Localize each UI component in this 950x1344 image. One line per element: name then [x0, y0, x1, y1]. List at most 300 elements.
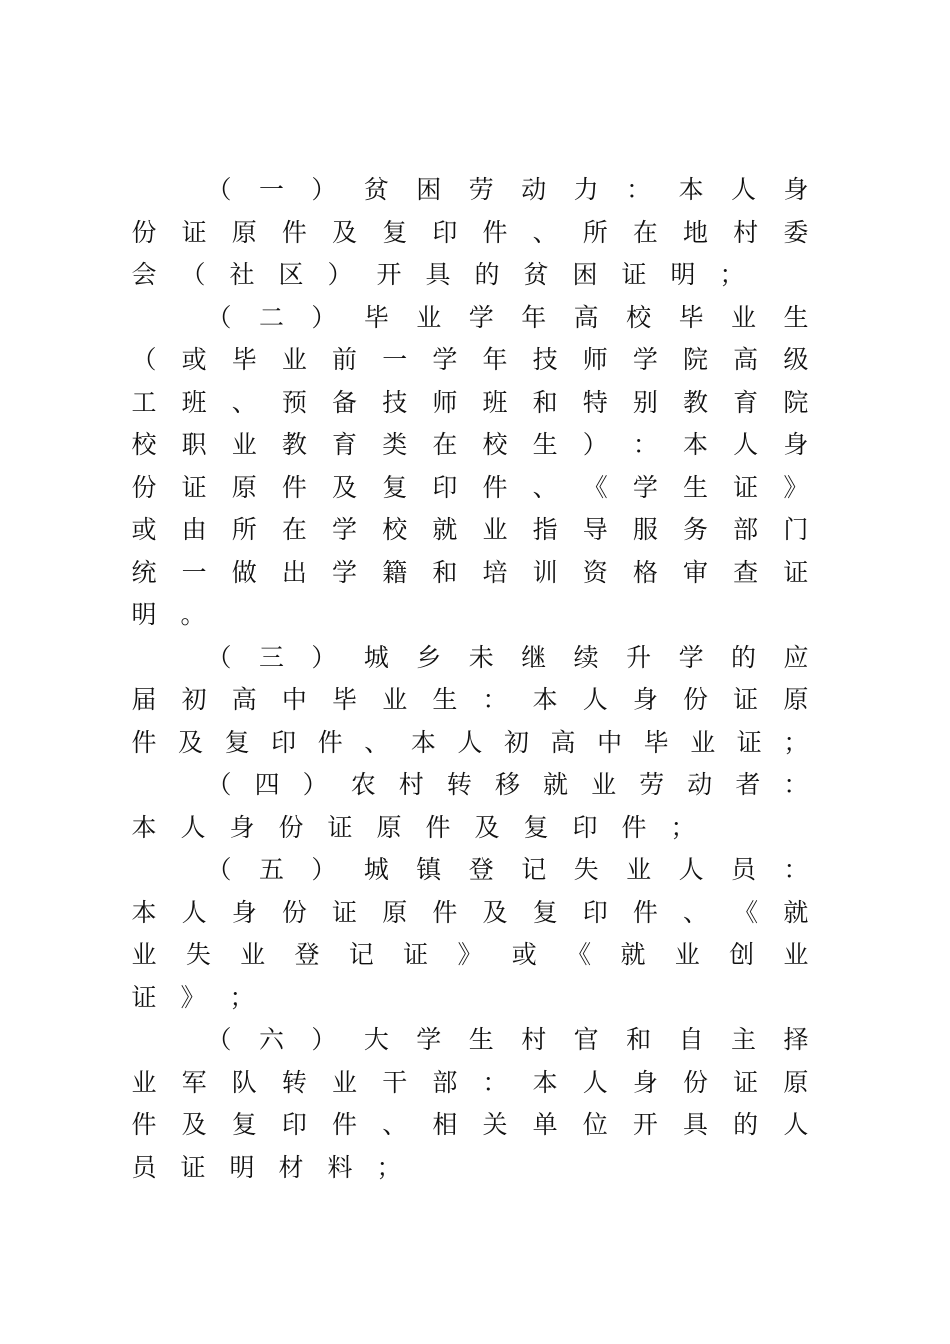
text-char: 明 [229, 1153, 255, 1182]
text-char: 学 [332, 558, 358, 587]
text-char: 部 [432, 1068, 458, 1097]
text-line [130, 252, 810, 294]
text-char: 开 [376, 260, 402, 289]
text-char: （ [206, 643, 232, 672]
text-line [130, 932, 810, 974]
text-char: 职 [181, 430, 207, 459]
text-char: ） [311, 855, 337, 884]
text-char: 指 [532, 515, 558, 544]
text-char: 择 [783, 1025, 809, 1054]
text-char: 毕 [332, 685, 358, 714]
text-char: 》 [180, 983, 206, 1012]
text-char: 技 [382, 388, 408, 417]
text-line [130, 1060, 810, 1102]
text-char: 具 [683, 1110, 709, 1139]
text-char: 年 [521, 303, 547, 332]
text-char: 身 [783, 175, 809, 204]
text-char: 本 [131, 813, 157, 842]
text-char: 区 [278, 260, 304, 289]
text-char: 或 [511, 940, 537, 969]
text-line [130, 720, 810, 762]
text-char: 证 [733, 685, 759, 714]
text-char: 毕 [678, 303, 704, 332]
text-char: 移 [494, 770, 520, 799]
text-char: 及 [474, 813, 500, 842]
text-char: 学 [468, 303, 494, 332]
text-char: 毕 [363, 303, 389, 332]
text-char: 证 [332, 898, 358, 927]
text-char: 业 [731, 303, 757, 332]
text-char: 农 [350, 770, 376, 799]
text-char: 门 [783, 515, 809, 544]
text-char: 六 [258, 1025, 284, 1054]
text-char: 在 [432, 430, 458, 459]
text-char: （ [206, 175, 232, 204]
text-char: 印 [582, 898, 608, 927]
text-char: 份 [683, 1068, 709, 1097]
text-char: 部 [733, 515, 759, 544]
text-char: 业 [382, 685, 408, 714]
text-char: 》 [457, 940, 483, 969]
text-char: 业 [626, 855, 652, 884]
text-char: 转 [281, 1068, 307, 1097]
text-char: 中 [597, 728, 623, 757]
text-char: 出 [281, 558, 307, 587]
text-line [130, 465, 810, 507]
text-char: 干 [382, 1068, 408, 1097]
text-char: 劳 [468, 175, 494, 204]
text-char: 的 [474, 260, 500, 289]
text-char: 失 [573, 855, 599, 884]
text-char: 学 [332, 515, 358, 544]
text-char: 证 [733, 473, 759, 502]
text-char: 件 [317, 728, 343, 757]
text-char: 资 [582, 558, 608, 587]
text-char: 格 [632, 558, 658, 587]
text-char: 人 [457, 728, 483, 757]
text-char: 城 [363, 643, 389, 672]
text-char: 主 [731, 1025, 757, 1054]
text-line [205, 635, 810, 677]
text-char: 份 [131, 473, 157, 502]
text-char: 证 [327, 813, 353, 842]
text-char: 本 [683, 430, 709, 459]
text-char: 和 [532, 388, 558, 417]
text-char: 、 [231, 388, 257, 417]
text-line [130, 1145, 810, 1187]
text-char: 证 [181, 218, 207, 247]
text-char: 印 [572, 813, 598, 842]
text-char: 动 [521, 175, 547, 204]
text-char: 员 [131, 1153, 157, 1182]
text-char: 身 [229, 813, 255, 842]
text-char: 本 [131, 898, 157, 927]
text-char: 原 [382, 898, 408, 927]
text-char: 件 [632, 898, 658, 927]
text-char: 动 [687, 770, 713, 799]
text-char: 转 [446, 770, 472, 799]
text-char: 力 [573, 175, 599, 204]
text-char: 业 [783, 940, 809, 969]
text-char: 件 [432, 898, 458, 927]
text-char: 三 [258, 643, 284, 672]
text-char: （ [206, 303, 232, 332]
text-char: 、 [532, 218, 558, 247]
text-char: ） [311, 643, 337, 672]
text-char: 份 [131, 218, 157, 247]
text-char: 员 [731, 855, 757, 884]
text-char: 工 [131, 388, 157, 417]
text-line [130, 550, 810, 592]
text-char: 件 [425, 813, 451, 842]
text-char: 城 [363, 855, 389, 884]
text-char: 育 [733, 388, 759, 417]
text-char: （ [206, 855, 232, 884]
text-char: 学 [432, 345, 458, 374]
text-char: 复 [231, 1110, 257, 1139]
text-char: 校 [131, 430, 157, 459]
text-char: ） [582, 430, 608, 459]
text-char: 人 [731, 175, 757, 204]
text-char: 预 [281, 388, 307, 417]
text-char: 服 [632, 515, 658, 544]
text-char: 高 [573, 303, 599, 332]
text-char: 级 [783, 345, 809, 374]
text-char: 育 [332, 430, 358, 459]
text-char: 技 [532, 345, 558, 374]
text-char: 就 [543, 770, 569, 799]
text-char: 件 [131, 728, 157, 757]
text-char: 大 [363, 1025, 389, 1054]
text-char: 或 [131, 515, 157, 544]
text-char: 学 [632, 345, 658, 374]
text-char: 校 [626, 303, 652, 332]
text-char: 复 [382, 218, 408, 247]
text-char: 委 [783, 218, 809, 247]
text-char: 身 [783, 430, 809, 459]
text-char: 或 [181, 345, 207, 374]
text-char: 二 [258, 303, 284, 332]
text-char: 生 [432, 685, 458, 714]
text-char: 相 [432, 1110, 458, 1139]
text-char: 及 [482, 898, 508, 927]
text-char: 院 [783, 388, 809, 417]
text-char: 《 [733, 898, 759, 927]
text-char: ； [376, 1153, 402, 1182]
text-char: 创 [729, 940, 755, 969]
text-char: 的 [731, 643, 757, 672]
text-char: 导 [582, 515, 608, 544]
text-char: 件 [332, 1110, 358, 1139]
text-char: 生 [783, 303, 809, 332]
text-char: 务 [683, 515, 709, 544]
text-char: 年 [482, 345, 508, 374]
text-char: （ [180, 260, 206, 289]
text-char: 及 [332, 218, 358, 247]
text-line [130, 422, 810, 464]
text-char: 料 [327, 1153, 353, 1182]
text-char: ： [482, 1068, 508, 1097]
text-char: 业 [131, 1068, 157, 1097]
text-line [205, 295, 810, 337]
text-char: 印 [271, 728, 297, 757]
text-char: 业 [674, 940, 700, 969]
text-char: 业 [332, 1068, 358, 1097]
text-char: 生 [468, 1025, 494, 1054]
text-char: ） [311, 1025, 337, 1054]
text-char: 教 [281, 430, 307, 459]
text-char: ； [783, 728, 809, 757]
text-char: 件 [281, 473, 307, 502]
text-char: 届 [131, 685, 157, 714]
text-char: 未 [468, 643, 494, 672]
text-char: 村 [733, 218, 759, 247]
text-char: 记 [348, 940, 374, 969]
text-char: 及 [332, 473, 358, 502]
text-char: 生 [683, 473, 709, 502]
text-char: 证 [783, 558, 809, 587]
text-char: 份 [278, 813, 304, 842]
text-char: 所 [582, 218, 608, 247]
text-char: 在 [632, 218, 658, 247]
text-char: 师 [582, 345, 608, 374]
text-char: 明 [131, 600, 157, 629]
text-char: ） [302, 770, 328, 799]
text-char: 业 [231, 430, 257, 459]
text-char: 登 [294, 940, 320, 969]
text-char: 件 [482, 473, 508, 502]
text-char: 继 [521, 643, 547, 672]
text-line [205, 167, 810, 209]
text-char: 和 [432, 558, 458, 587]
text-char: 初 [181, 685, 207, 714]
text-char: ： [482, 685, 508, 714]
text-char: 件 [131, 1110, 157, 1139]
text-char: 困 [572, 260, 598, 289]
text-char: 院 [683, 345, 709, 374]
text-char: ； [670, 813, 696, 842]
text-char: 四 [254, 770, 280, 799]
text-char: 特 [582, 388, 608, 417]
text-line [205, 1017, 810, 1059]
text-char: 具 [425, 260, 451, 289]
text-char: 及 [178, 728, 204, 757]
text-char: 材 [278, 1153, 304, 1182]
text-char: 件 [482, 218, 508, 247]
text-char: 原 [783, 685, 809, 714]
text-char: 学 [416, 1025, 442, 1054]
text-char: 印 [281, 1110, 307, 1139]
text-char: 学 [678, 643, 704, 672]
text-char: 业 [281, 345, 307, 374]
text-char: 、 [532, 473, 558, 502]
text-char: 自 [678, 1025, 704, 1054]
text-char: 人 [582, 685, 608, 714]
text-char: 证 [181, 473, 207, 502]
text-char: 位 [582, 1110, 608, 1139]
text-char: 原 [783, 1068, 809, 1097]
text-char: 开 [632, 1110, 658, 1139]
text-line [130, 210, 810, 252]
text-char: 贫 [363, 175, 389, 204]
text-char: 所 [231, 515, 257, 544]
text-char: ： [632, 430, 658, 459]
text-char: 籍 [382, 558, 408, 587]
text-char: 业 [131, 940, 157, 969]
text-char: 本 [532, 1068, 558, 1097]
text-line [130, 592, 810, 634]
text-char: ； [229, 983, 255, 1012]
text-char: 人 [181, 898, 207, 927]
text-char: 劳 [639, 770, 665, 799]
text-char: 原 [231, 218, 257, 247]
text-char: 困 [416, 175, 442, 204]
text-char: 原 [376, 813, 402, 842]
text-char: 村 [521, 1025, 547, 1054]
text-char: 失 [185, 940, 211, 969]
text-char: 人 [733, 430, 759, 459]
text-char: 训 [532, 558, 558, 587]
text-char: 军 [181, 1068, 207, 1097]
text-char: 明 [670, 260, 696, 289]
text-char: 份 [683, 685, 709, 714]
text-char: 由 [181, 515, 207, 544]
text-char: 应 [783, 643, 809, 672]
text-char: 高 [231, 685, 257, 714]
text-line [205, 762, 810, 804]
text-char: 社 [229, 260, 255, 289]
text-char: 《 [582, 473, 608, 502]
text-char: 前 [332, 345, 358, 374]
text-char: 复 [523, 813, 549, 842]
text-char: 记 [521, 855, 547, 884]
text-char: 》 [783, 473, 809, 502]
text-line [205, 847, 810, 889]
text-char: 印 [432, 218, 458, 247]
text-char: 队 [231, 1068, 257, 1097]
text-char: 别 [632, 388, 658, 417]
text-char: 查 [733, 558, 759, 587]
text-char: 业 [690, 728, 716, 757]
text-char: 一 [181, 558, 207, 587]
text-char: 统 [131, 558, 157, 587]
text-char: 校 [382, 515, 408, 544]
text-char: 人 [678, 855, 704, 884]
text-char: ： [783, 855, 809, 884]
text-char: 一 [258, 175, 284, 204]
text-char: 单 [532, 1110, 558, 1139]
text-char: 地 [683, 218, 709, 247]
text-char: 原 [231, 473, 257, 502]
text-char: 、 [364, 728, 390, 757]
text-char: 本 [678, 175, 704, 204]
text-char: 学 [632, 473, 658, 502]
text-char: 证 [733, 1068, 759, 1097]
text-line [130, 380, 810, 422]
text-char: 。 [180, 600, 206, 629]
text-char: ） [327, 260, 353, 289]
text-line [130, 677, 810, 719]
text-char: 及 [181, 1110, 207, 1139]
text-char: ： [626, 175, 652, 204]
text-char: 审 [683, 558, 709, 587]
text-char: 本 [410, 728, 436, 757]
text-char: 证 [621, 260, 647, 289]
text-char: 生 [532, 430, 558, 459]
text-char: 、 [683, 898, 709, 927]
text-char: 人 [783, 1110, 809, 1139]
text-char: 和 [626, 1025, 652, 1054]
text-char: 身 [632, 685, 658, 714]
text-char: 件 [281, 218, 307, 247]
text-char: 、 [382, 1110, 408, 1139]
text-char: 印 [432, 473, 458, 502]
text-char: 毕 [643, 728, 669, 757]
text-char: 就 [783, 898, 809, 927]
text-char: 一 [382, 345, 408, 374]
text-char: 身 [632, 1068, 658, 1097]
text-char: 本 [532, 685, 558, 714]
text-char: 业 [240, 940, 266, 969]
text-char: 身 [231, 898, 257, 927]
text-char: 业 [482, 515, 508, 544]
text-char: 贫 [523, 260, 549, 289]
text-char: 复 [382, 473, 408, 502]
text-char: 升 [626, 643, 652, 672]
text-char: 证 [403, 940, 429, 969]
text-char: 会 [131, 260, 157, 289]
text-char: 复 [532, 898, 558, 927]
text-char: 班 [482, 388, 508, 417]
text-line [130, 890, 810, 932]
text-char: 高 [550, 728, 576, 757]
text-char: 《 [566, 940, 592, 969]
text-char: 教 [683, 388, 709, 417]
text-char: 份 [281, 898, 307, 927]
text-char: 的 [733, 1110, 759, 1139]
text-char: 乡 [416, 643, 442, 672]
text-line [130, 975, 810, 1017]
text-char: 证 [180, 1153, 206, 1182]
text-char: 就 [620, 940, 646, 969]
text-char: 官 [573, 1025, 599, 1054]
text-char: 者 [735, 770, 761, 799]
text-char: ； [719, 260, 745, 289]
text-char: 师 [432, 388, 458, 417]
text-char: ） [311, 175, 337, 204]
text-char: 在 [281, 515, 307, 544]
text-char: 类 [382, 430, 408, 459]
text-char: 五 [258, 855, 284, 884]
text-char: 续 [573, 643, 599, 672]
text-char: 就 [432, 515, 458, 544]
text-char: 培 [482, 558, 508, 587]
text-char: 人 [180, 813, 206, 842]
text-char: ） [311, 303, 337, 332]
text-char: 毕 [231, 345, 257, 374]
text-char: 人 [582, 1068, 608, 1097]
text-char: 业 [591, 770, 617, 799]
text-line [130, 805, 810, 847]
text-char: 备 [332, 388, 358, 417]
text-char: 中 [281, 685, 307, 714]
text-char: 校 [482, 430, 508, 459]
text-char: （ [206, 1025, 232, 1054]
text-char: 复 [224, 728, 250, 757]
text-char: 做 [231, 558, 257, 587]
text-char: 镇 [416, 855, 442, 884]
text-char: 业 [416, 303, 442, 332]
